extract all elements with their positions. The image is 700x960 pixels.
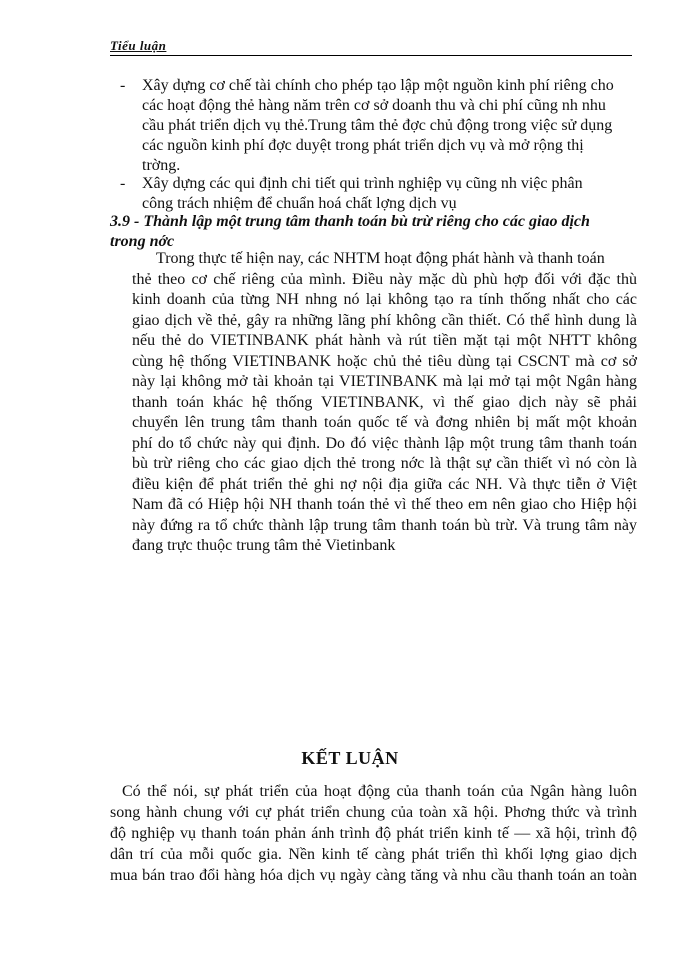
- paragraph-line: kinh doanh của từng NH nhng nó lại không tạo ra tính thống nhất cho các: [132, 291, 637, 308]
- paragraph-line: đang trực thuộc trung tâm thẻ Vietinbank: [132, 537, 396, 554]
- bullet-line: các nguồn kinh phí đợc duyệt trong phát triển dịch vụ và mở rộng thị: [142, 137, 584, 154]
- paragraph-line: này lại không mở tài khoản tại VIETINBANK mà lại mở tại một Ngân hàng: [132, 373, 637, 390]
- section-heading-line: 3.9 - Thành lập một trung tâm thanh toán bù trừ riêng cho các giao dịch: [110, 213, 590, 230]
- conclusion-title: KẾT LUẬN: [301, 748, 399, 768]
- header-divider: [110, 55, 632, 56]
- paragraph-line: phí do tổ chức này qui định. Do đó việc thành lập một trung tâm thanh toán: [132, 434, 637, 452]
- bullet-line: công trách nhiệm để chuẩn hoá chất lợng dịch vụ: [142, 195, 457, 212]
- bullet-dash: -: [120, 77, 126, 94]
- conclusion-line: dân trí của mỗi quốc gia. Nền kinh tế càng phát triển thì khối lợng giao dịch: [110, 846, 637, 863]
- bullet-dash: -: [120, 175, 126, 192]
- bullet-item: [120, 174, 637, 214]
- section-heading: [110, 212, 636, 252]
- paragraph-line: nếu thẻ do VIETINBANK phát hành và rút tiền mặt tại một NHTT không: [132, 332, 637, 349]
- bullet-item: [120, 76, 637, 176]
- paragraph-line: điều kiện để phát triển thẻ ghi nợ nội địa giữa các NH. Và thực tiễn ở Việt: [132, 475, 637, 493]
- section-paragraph: [132, 249, 637, 557]
- conclusion-line: song hành chung với cự phát triển chung của toàn xã hội. Phơng thức và trình: [110, 804, 637, 821]
- bullet-line: trờng.: [142, 157, 181, 174]
- paragraph-line: Trong thực tế hiện nay, các NHTM hoạt động phát hành và thanh toán: [156, 250, 605, 267]
- bullet-line: các hoạt động thẻ hàng năm trên cơ sở doanh thu và chi phí cũng nh nhu: [142, 97, 606, 114]
- bullet-line: Xây dựng cơ chế tài chính cho phép tạo lập một nguồn kinh phí riêng cho: [142, 77, 614, 94]
- paragraph-line: giao dịch về thẻ, gây ra những lãng phí không cần thiết. Có thể hình dung là: [132, 311, 637, 329]
- conclusion-line: mua bán trao đổi hàng hóa dịch vụ ngày càng tăng và nhu cầu thanh toán an toàn: [110, 867, 637, 884]
- page-header-title: Tiểu luận: [110, 38, 167, 53]
- section-heading-line: trong nớc: [110, 233, 175, 250]
- paragraph-line: Nam đã có Hiệp hội NH thanh toán thẻ vì thế theo em nên giao cho Hiệp hội: [132, 496, 637, 513]
- conclusion-line: độ nghiệp vụ thanh toán phản ánh trình độ phát triển kinh tế — xã hội, trình độ: [110, 825, 637, 842]
- paragraph-line: chuyển lên trung tâm thanh toán quốc tế và đơng nhiên bị mất một khoản: [132, 414, 637, 431]
- paragraph-line: thanh toán khác hệ thống VIETINBANK, vì thế giao dịch này sẽ phải: [132, 393, 637, 411]
- conclusion-line: Có thể nói, sự phát triển của hoạt động của thanh toán của Ngân hàng luôn: [122, 783, 637, 800]
- paragraph-line: cùng hệ thống VIETINBANK hoặc chủ thẻ tiêu dùng tại CSCNT mà cơ sở: [132, 352, 637, 370]
- conclusion-paragraph: [110, 781, 637, 886]
- paragraph-line: này đứng ra tổ chức thành lập trung tâm thanh toán bù trừ. Và trung tâm này: [132, 516, 637, 534]
- bullet-line: cầu phát triển dịch vụ thẻ.Trung tâm thẻ đợc chủ động trong việc sử dụng: [142, 117, 613, 134]
- bullet-line: Xây dựng các qui định chi tiết qui trình nghiệp vụ cũng nh việc phân: [142, 175, 583, 192]
- paragraph-line: bù trừ riêng cho các giao dịch thẻ trong nớc là thật sự cần thiết vì nó còn là: [132, 455, 637, 472]
- paragraph-line: thẻ theo cơ chế riêng của mình. Điều này mặc dù phù hợp đối với đặc thù: [132, 270, 637, 288]
